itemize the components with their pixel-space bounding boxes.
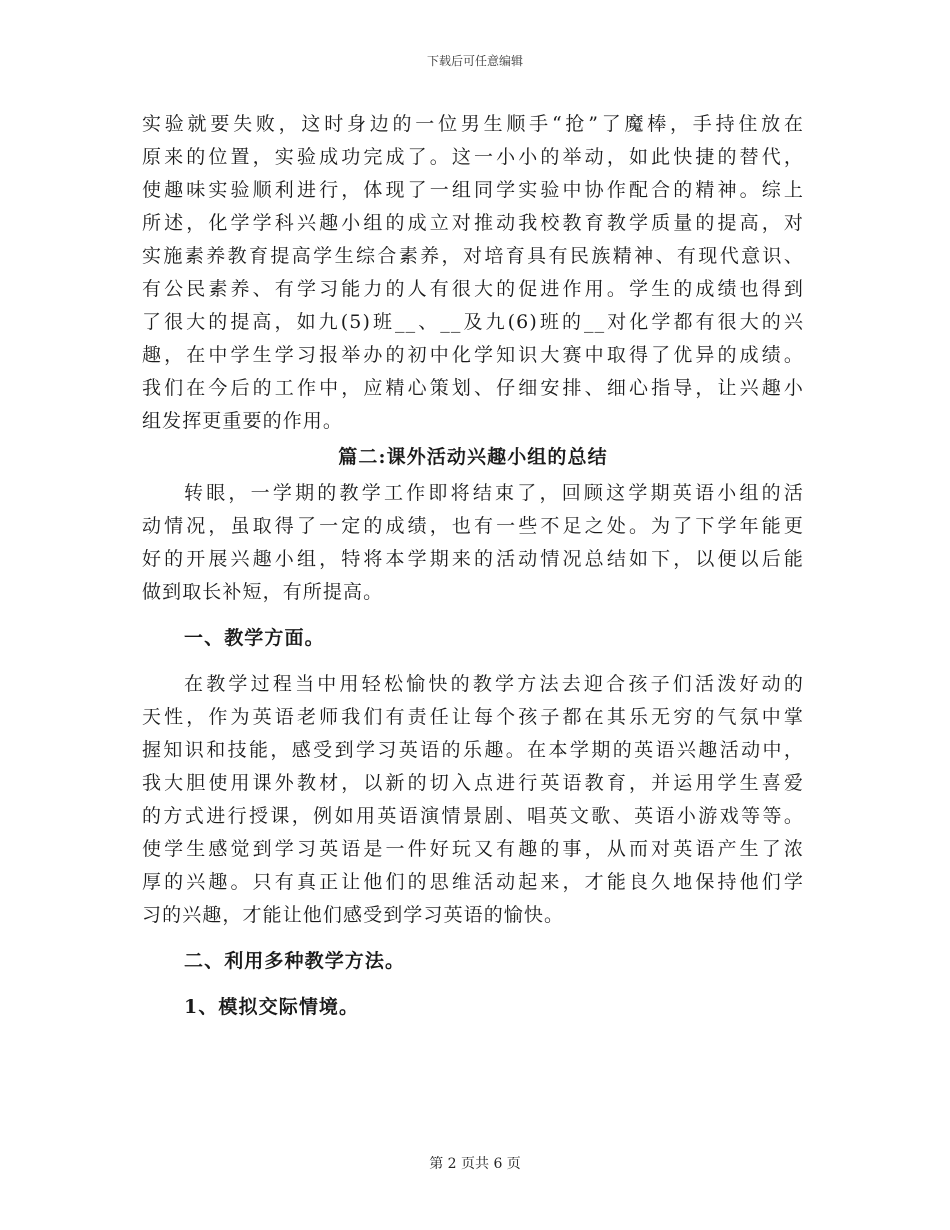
page-footer: 第 2 页共 6 页: [429, 1156, 521, 1172]
page-header: 下载后可任意编辑: [426, 54, 523, 68]
document-body: [142, 108, 804, 1024]
text-line: 有公民素养、有学习能力的人有很大的促进作用。学生的成绩也得到: [142, 278, 804, 300]
text-line: 好的开展兴趣小组，特将本学期来的活动情况总结如下，以便以后能: [142, 548, 804, 570]
text-line: 动情况，虽取得了一定的成绩，也有一些不足之处。为了下学年能更: [142, 515, 804, 537]
text-line: 厚的兴趣。只有真正让他们的思维活动起来，才能良久地保持他们学: [142, 871, 804, 893]
text-line: 趣，在中学生学习报举办的初中化学知识大赛中取得了优异的成绩。: [142, 344, 804, 366]
paragraph-2: [142, 477, 804, 609]
text-line: 了很大的提高，如九(5)班__、__及九(6)班的__对化学都有很大的兴: [142, 311, 804, 333]
text-line: 原来的位置，实验成功完成了。这一小小的举动，如此快捷的替代，: [142, 146, 804, 168]
text-line: 握知识和技能，感受到学习英语的乐趣。在本学期的英语兴趣活动中，: [142, 739, 804, 761]
text-line: 所述，化学学科兴趣小组的成立对推动我校教育教学质量的提高，对: [142, 212, 804, 234]
heading-methods: 二、利用多种教学方法。: [184, 950, 406, 972]
text-line: 我大胆使用课外教材，以新的切入点进行英语教育，并运用学生喜爱: [142, 772, 804, 794]
text-line: 组发挥更重要的作用。: [142, 410, 344, 432]
heading-simulation: 1、模拟交际情境。: [184, 996, 360, 1018]
text-line: 实验就要失败，这时身边的一位男生顺手“抢”了魔棒，手持住放在: [142, 113, 804, 135]
paragraph-3: [142, 668, 804, 932]
text-line: 习的兴趣，才能让他们感受到学习英语的愉快。: [142, 904, 565, 926]
text-line: 使趣味实验顺利进行，体现了一组同学实验中协作配合的精神。综上: [142, 179, 804, 201]
text-line: 实施素养教育提高学生综合素养，对培育具有民族精神、有现代意识、: [142, 245, 804, 267]
section-title: 篇二:课外活动兴趣小组的总结: [338, 446, 608, 468]
text-line: 的方式进行授课，例如用英语演情景剧、唱英文歌、英语小游戏等等。: [142, 805, 804, 827]
text-line: 天性，作为英语老师我们有责任让每个孩子都在其乐无穷的气氛中掌: [142, 706, 804, 728]
text-line: 我们在今后的工作中，应精心策划、仔细安排、细心指导，让兴趣小: [142, 377, 804, 399]
text-line: 在教学过程当中用轻松愉快的教学方法去迎合孩子们活泼好动的: [184, 673, 804, 695]
text-line: 转眼，一学期的教学工作即将结束了，回顾这学期英语小组的活: [184, 482, 804, 504]
text-line: 做到取长补短，有所提高。: [142, 581, 384, 603]
text-line: 使学生感觉到学习英语是一件好玩又有趣的事，从而对英语产生了浓: [142, 838, 804, 860]
paragraph-1: [142, 108, 804, 438]
heading-teaching: 一、教学方面。: [184, 627, 325, 649]
